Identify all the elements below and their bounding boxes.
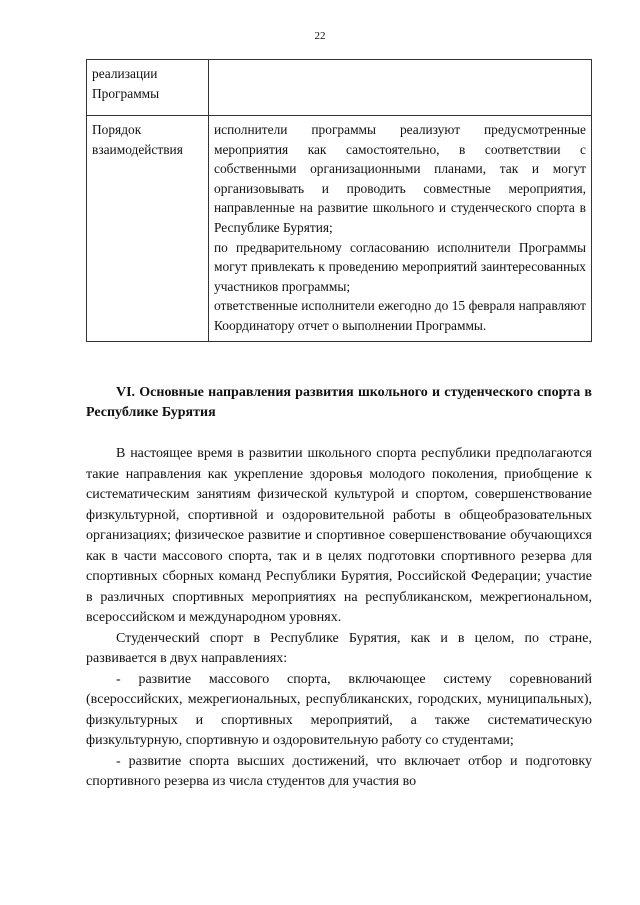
paragraph: В настоящее время в развитии школьного спорта республики предполагаются такие направления как укрепление здоровья молодого поколения, приобщение к систематическим занятиям физической культурой и спортом, совершенствование физкультурной, спортивной и оздоровительной работы в общеобразовательных организациях; физическое развитие и спортивное совершенствование обучающихся как в части массового спорта, так и в целях подготовки спортивного резерва для спортивных сборных команд Республики Бурятия, Российской Федерации; участие в различных спортивных мероприятиях на республиканском, межрегиональном, всероссийском и международном уровнях. xyxy=(86,446,592,625)
cell-paragraph: по предварительному согласованию исполнители Программы могут привлекать к проведению мероприятий заинтересованных участников программы; xyxy=(214,239,586,294)
table-row xyxy=(87,60,592,116)
table-cell-label: Порядок взаимодействия xyxy=(87,116,209,342)
cell-paragraph: ответственные исполнители ежегодно до 15 февраля направляют Координатору отчет о выполнении Программы. xyxy=(214,298,586,333)
table-cell-value xyxy=(209,60,592,116)
table-cell-label: реализации Программы xyxy=(87,60,209,116)
paragraph: - развитие массового спорта, включающее систему соревнований (всероссийских, межрегиональных, республиканских, городских, муниципальных), физкультурных и спортивных мероприятий, а также систематическую физкультурную, спортивную и оздоровительную работу со студентами; xyxy=(86,671,592,748)
section-heading: VI. Основные направления развития школьного и студенческого спорта в Республике Бурятия xyxy=(86,385,592,420)
page-number: 22 xyxy=(314,30,326,42)
program-info-table xyxy=(86,59,592,342)
body-text xyxy=(86,444,592,793)
paragraph: Студенческий спорт в Республике Бурятия, как и в целом, по стране, развивается в двух направлениях: xyxy=(86,630,592,666)
cell-paragraph: исполнители программы реализуют предусмотренные мероприятия как самостоятельно, в соответствии с собственными организационными планами, так и могут организовывать и проводить совместные мероприятия, направленные на развитие школьного и студенческого спорта в Республике Бурятия; xyxy=(214,122,586,235)
table-cell-value xyxy=(209,116,592,342)
paragraph: - развитие спорта высших достижений, что включает отбор и подготовку спортивного резерва из числа студентов для участия во xyxy=(86,753,592,789)
table-row xyxy=(87,116,592,342)
